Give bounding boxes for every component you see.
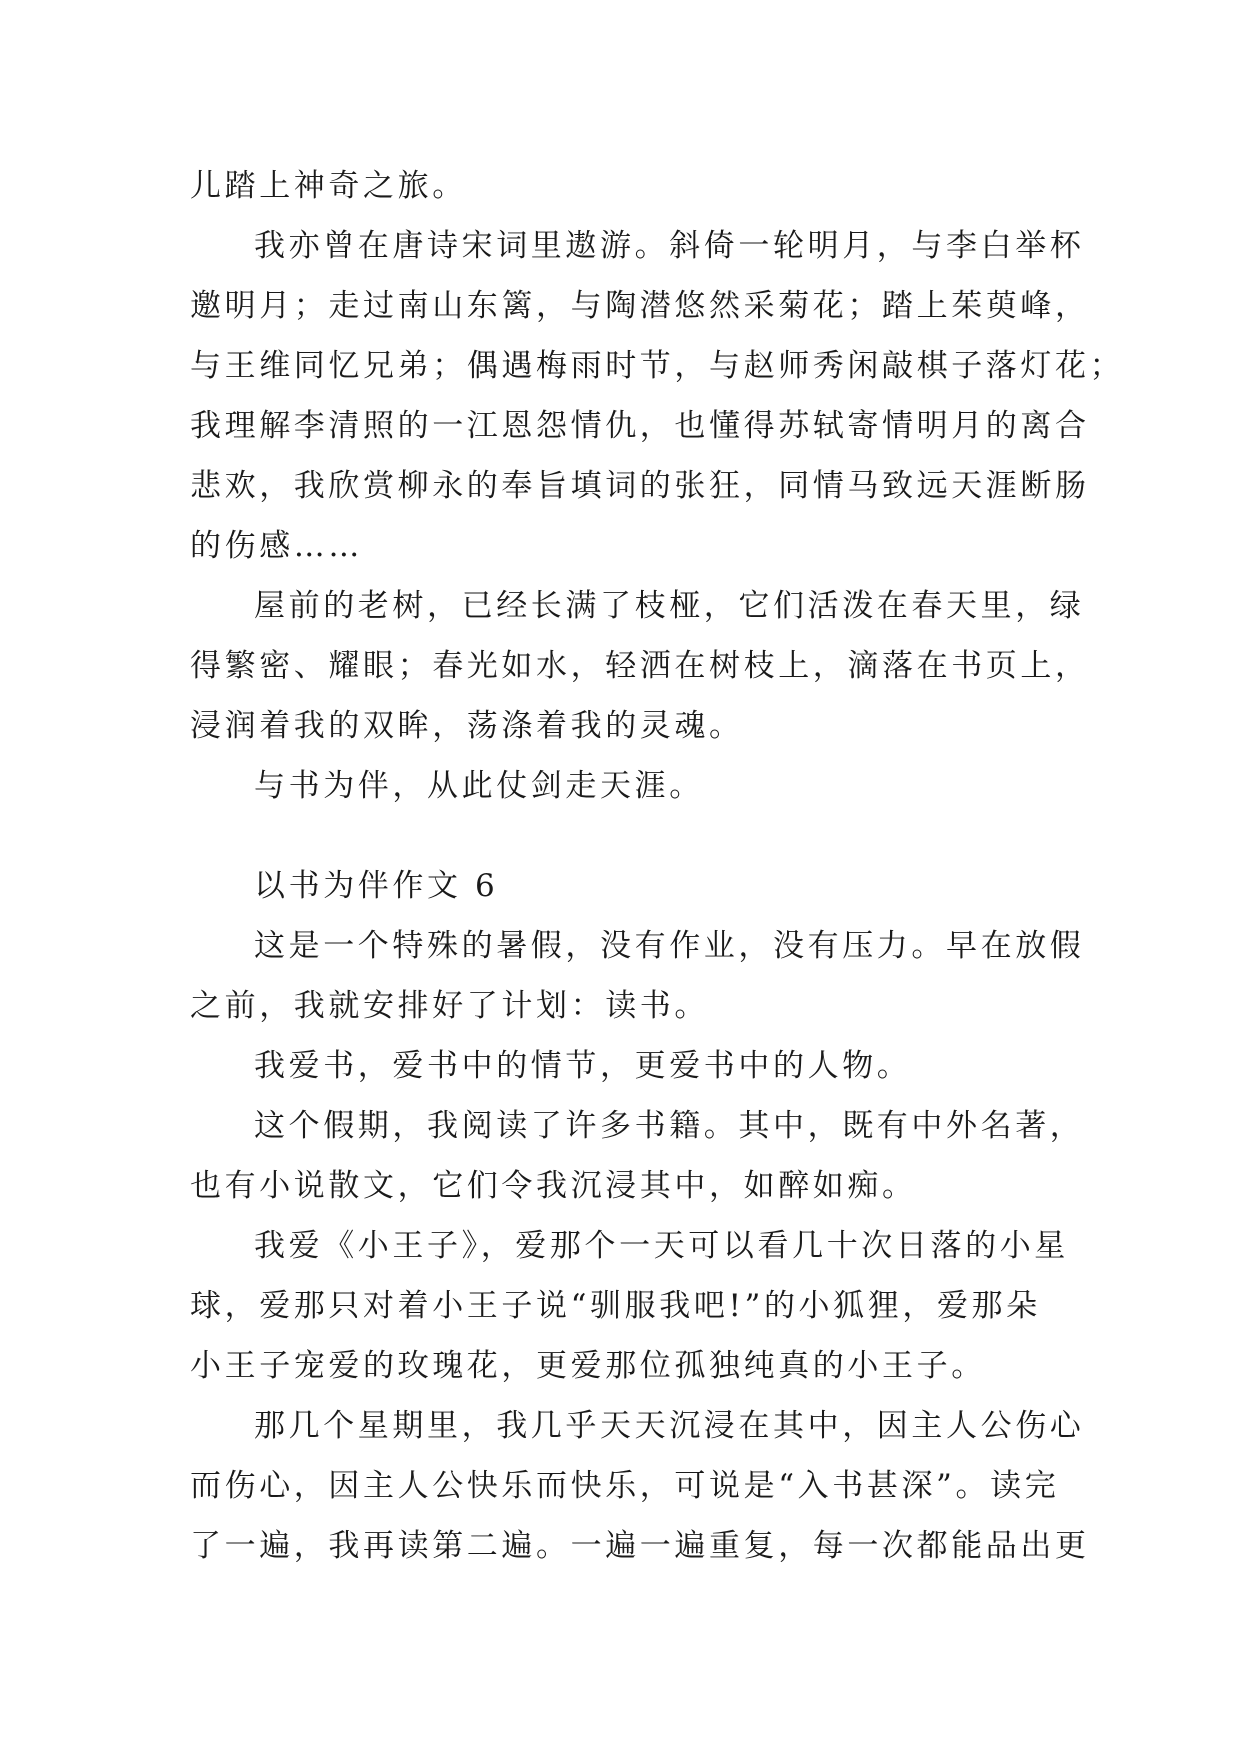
- text-line: 球，爱那只对着小王子说“驯服我吧!”的小狐狸，爱那朵: [190, 1288, 1041, 1324]
- paragraph-first-line: 那几个星期里，我几乎天天沉浸在其中，因主人公伤心: [254, 1408, 1085, 1444]
- text-line: 与王维同忆兄弟；偶遇梅雨时节，与赵师秀闲敲棋子落灯花；: [190, 348, 1125, 384]
- text-line: 也有小说散文，它们令我沉浸其中，如醉如痴。: [190, 1168, 917, 1204]
- essay-title: 以书为伴作文 6: [254, 868, 499, 904]
- text-line: 了一遍，我再读第二遍。一遍一遍重复，每一次都能品出更: [190, 1528, 1090, 1564]
- paragraph-first-line: 我亦曾在唐诗宋词里遨游。斜倚一轮明月，与李白举杯: [254, 228, 1085, 264]
- text-line: 得繁密、耀眼；春光如水，轻洒在树枝上，滴落在书页上，: [190, 648, 1090, 684]
- text-line: 浸润着我的双眸，荡涤着我的灵魂。: [190, 708, 744, 744]
- paragraph-first-line: 这个假期，我阅读了许多书籍。其中，既有中外名著，: [254, 1108, 1085, 1144]
- text-line: 邀明月；走过南山东篱，与陶潜悠然采菊花；踏上茱萸峰，: [190, 288, 1090, 324]
- text-line: 悲欢，我欣赏柳永的奉旨填词的张狂，同情马致远天涯断肠: [190, 468, 1090, 504]
- text-line: 小王子宠爱的玫瑰花，更爱那位孤独纯真的小王子。: [190, 1348, 986, 1384]
- text-line: 之前，我就安排好了计划：读书。: [190, 988, 709, 1024]
- text-line: 我理解李清照的一江恩怨情仇，也懂得苏轼寄情明月的离合: [190, 408, 1090, 444]
- paragraph-first-line: 我爱《小王子》，爱那个一天可以看几十次日落的小星: [254, 1228, 1069, 1264]
- paragraph-first-line: 屋前的老树，已经长满了枝桠，它们活泼在春天里，绿: [254, 588, 1085, 624]
- text-line: 儿踏上神奇之旅。: [190, 168, 467, 204]
- paragraph-first-line: 与书为伴，从此仗剑走天涯。: [254, 768, 704, 804]
- text-line: 而伤心，因主人公快乐而快乐，可说是“入书甚深”。读完: [190, 1468, 1060, 1504]
- text-line: 的伤感……: [190, 528, 363, 564]
- paragraph-first-line: 这是一个特殊的暑假，没有作业，没有压力。早在放假: [254, 928, 1085, 964]
- paragraph-first-line: 我爱书，爱书中的情节，更爱书中的人物。: [254, 1048, 912, 1084]
